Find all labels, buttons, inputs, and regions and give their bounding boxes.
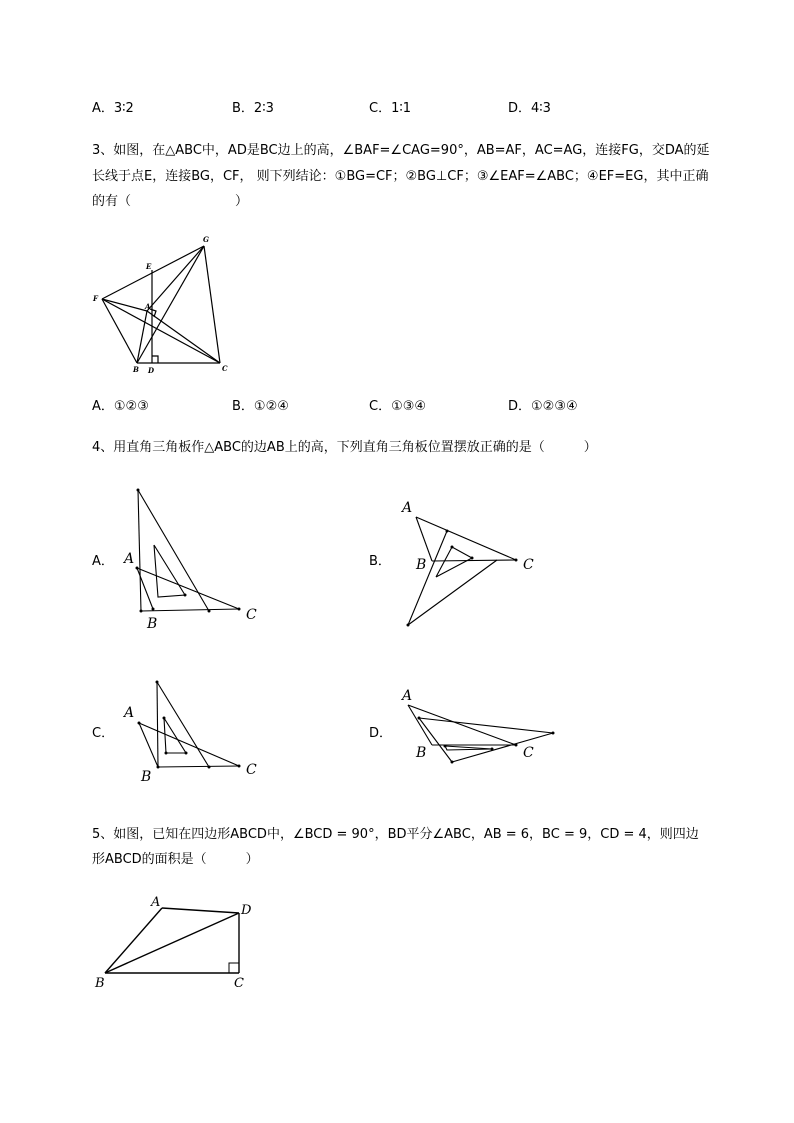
- q4-d-label-b: B: [416, 745, 427, 761]
- q5-label-c: C: [234, 976, 244, 991]
- q3-label-e: E: [146, 262, 152, 271]
- q3-label-f: F: [93, 294, 98, 303]
- q4-b-label-b: B: [416, 557, 427, 573]
- q5-label-b: B: [95, 976, 105, 991]
- q4-a-label-b: B: [147, 616, 158, 632]
- q3-figure: [90, 232, 240, 377]
- q5-figure: [92, 892, 262, 992]
- q3-option-d: D．①②③④: [508, 399, 578, 414]
- q4-option-b-label: B．: [369, 554, 391, 569]
- q5-text-line-2: 形ABCD的面积是（ ）: [92, 852, 259, 867]
- q4-c-label-b: B: [141, 769, 152, 785]
- q3-option-c: C．①③④: [369, 399, 427, 414]
- q5-label-d: D: [241, 903, 252, 918]
- q3-label-d: D: [148, 366, 155, 375]
- q4-option-a-label: A．: [92, 554, 114, 569]
- q3-label-a: A: [145, 302, 151, 311]
- q2-option-b: B．2∶3: [232, 101, 274, 116]
- q4-option-d-label: D．: [369, 726, 393, 741]
- q4-b-label-c: C: [523, 557, 534, 573]
- q4-option-c-figure: [115, 675, 265, 785]
- q4-option-c-label: C．: [92, 726, 115, 741]
- q2-option-d: D．4∶3: [508, 101, 551, 116]
- q5-label-a: A: [151, 895, 161, 910]
- q4-option-b-figure: [395, 495, 540, 630]
- q3-text-line-2: 长线于点E，连接BG，CF， 则下列结论：①BG=CF；②BG⊥CF；③∠EAF=∠ABC；④EF=EG，其中正确: [92, 169, 709, 184]
- q4-option-d-figure: [395, 682, 560, 782]
- q3-text-line-1: 3、如图，在△ABC中，AD是BC边上的高，∠BAF=∠CAG=90°，AB=AF，AC=AG，连接FG，交DA的延: [92, 143, 710, 158]
- q3-text-line-3: 的有（ ）: [92, 194, 249, 209]
- q2-option-c: C．1∶1: [369, 101, 412, 116]
- q2-option-a: A．3∶2: [92, 101, 134, 116]
- q3-option-a: A．①②③: [92, 399, 149, 414]
- q3-label-b: B: [133, 365, 139, 374]
- q4-c-label-c: C: [246, 762, 257, 778]
- q4-c-label-a: A: [124, 705, 135, 721]
- q4-text-line-1: 4、用直角三角板作△ABC的边AB上的高，下列直角三角板位置摆放正确的是（ ）: [92, 440, 597, 455]
- q4-d-label-c: C: [523, 745, 534, 761]
- q4-d-label-a: A: [402, 688, 413, 704]
- q3-label-g: G: [203, 235, 209, 244]
- q4-a-label-a: A: [124, 551, 135, 567]
- q4-b-label-a: A: [402, 500, 413, 516]
- q5-text-line-1: 5、如图，已知在四边形ABCD中，∠BCD = 90°，BD平分∠ABC，AB = 6，BC = 9，CD = 4，则四边: [92, 827, 699, 842]
- q3-option-b: B．①②④: [232, 399, 289, 414]
- q4-option-a-figure: [115, 484, 265, 632]
- q4-a-label-c: C: [246, 607, 257, 623]
- q3-label-c: C: [222, 364, 228, 373]
